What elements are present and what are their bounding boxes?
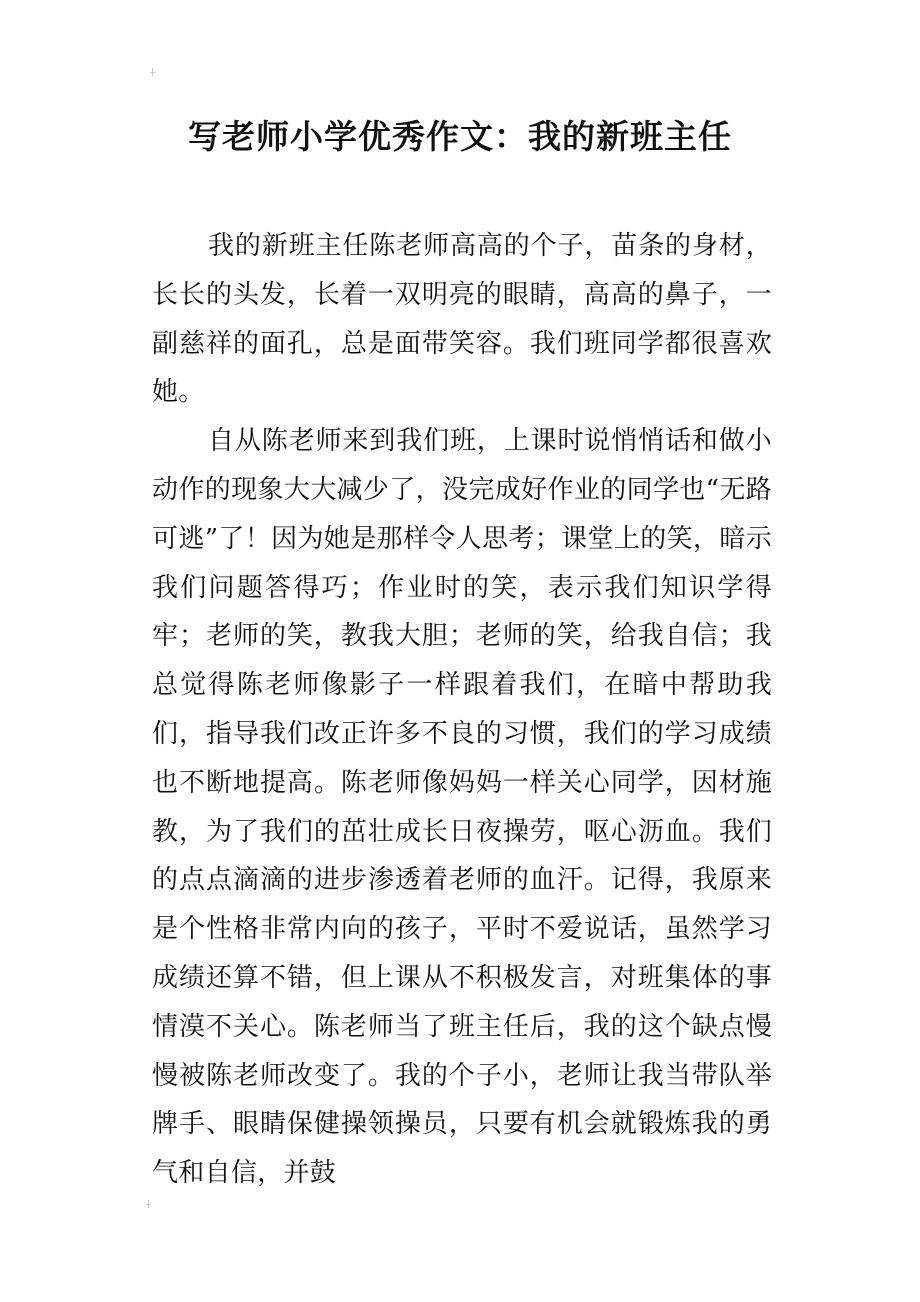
crop-mark [146,1200,152,1208]
document-title: 写老师小学优秀作文：我的新班主任 [188,117,732,156]
paragraph-1: 我的新班主任陈老师高高的个子，苗条的身材，长长的头发，长着一双明亮的眼睛，高高的鼻子，一副慈祥的面孔，总是面带笑容。我们班同学都很喜欢她。 [152,231,772,408]
crop-mark [150,68,156,76]
document-body [152,222,772,1198]
paragraph-2: 自从陈老师来到我们班，上课时说悄悄话和做小动作的现象大大减少了，没完成好作业的同学也“无路可逃”了！因为她是那样令人思考；课堂上的笑，暗示我们问题答得巧；作业时的笑，表示我们知识学得牢；老师的笑，教我大胆；老师的笑，给我自信；我总觉得陈老师像影子一样跟着我们，在暗中帮助我们，指导我们改正许多不良的习惯，我们的学习成绩也不断地提高。陈老师像妈妈一样关心同学，因材施教，为了我们的茁壮成长日夜操劳，呕心沥血。我们的点点滴滴的进步渗透着老师的血汗。记得，我原来是个性格非常内向的孩子，平时不爱说话，虽然学习成绩还算不错，但上课从不积极发言，对班集体的事情漠不关心。陈老师当了班主任后，我的这个缺点慢慢被陈老师改变了。我的个子小，老师让我当带队举牌手、眼睛保健操领操员，只要有机会就锻炼我的勇气和自信，并鼓 [152,426,772,1189]
